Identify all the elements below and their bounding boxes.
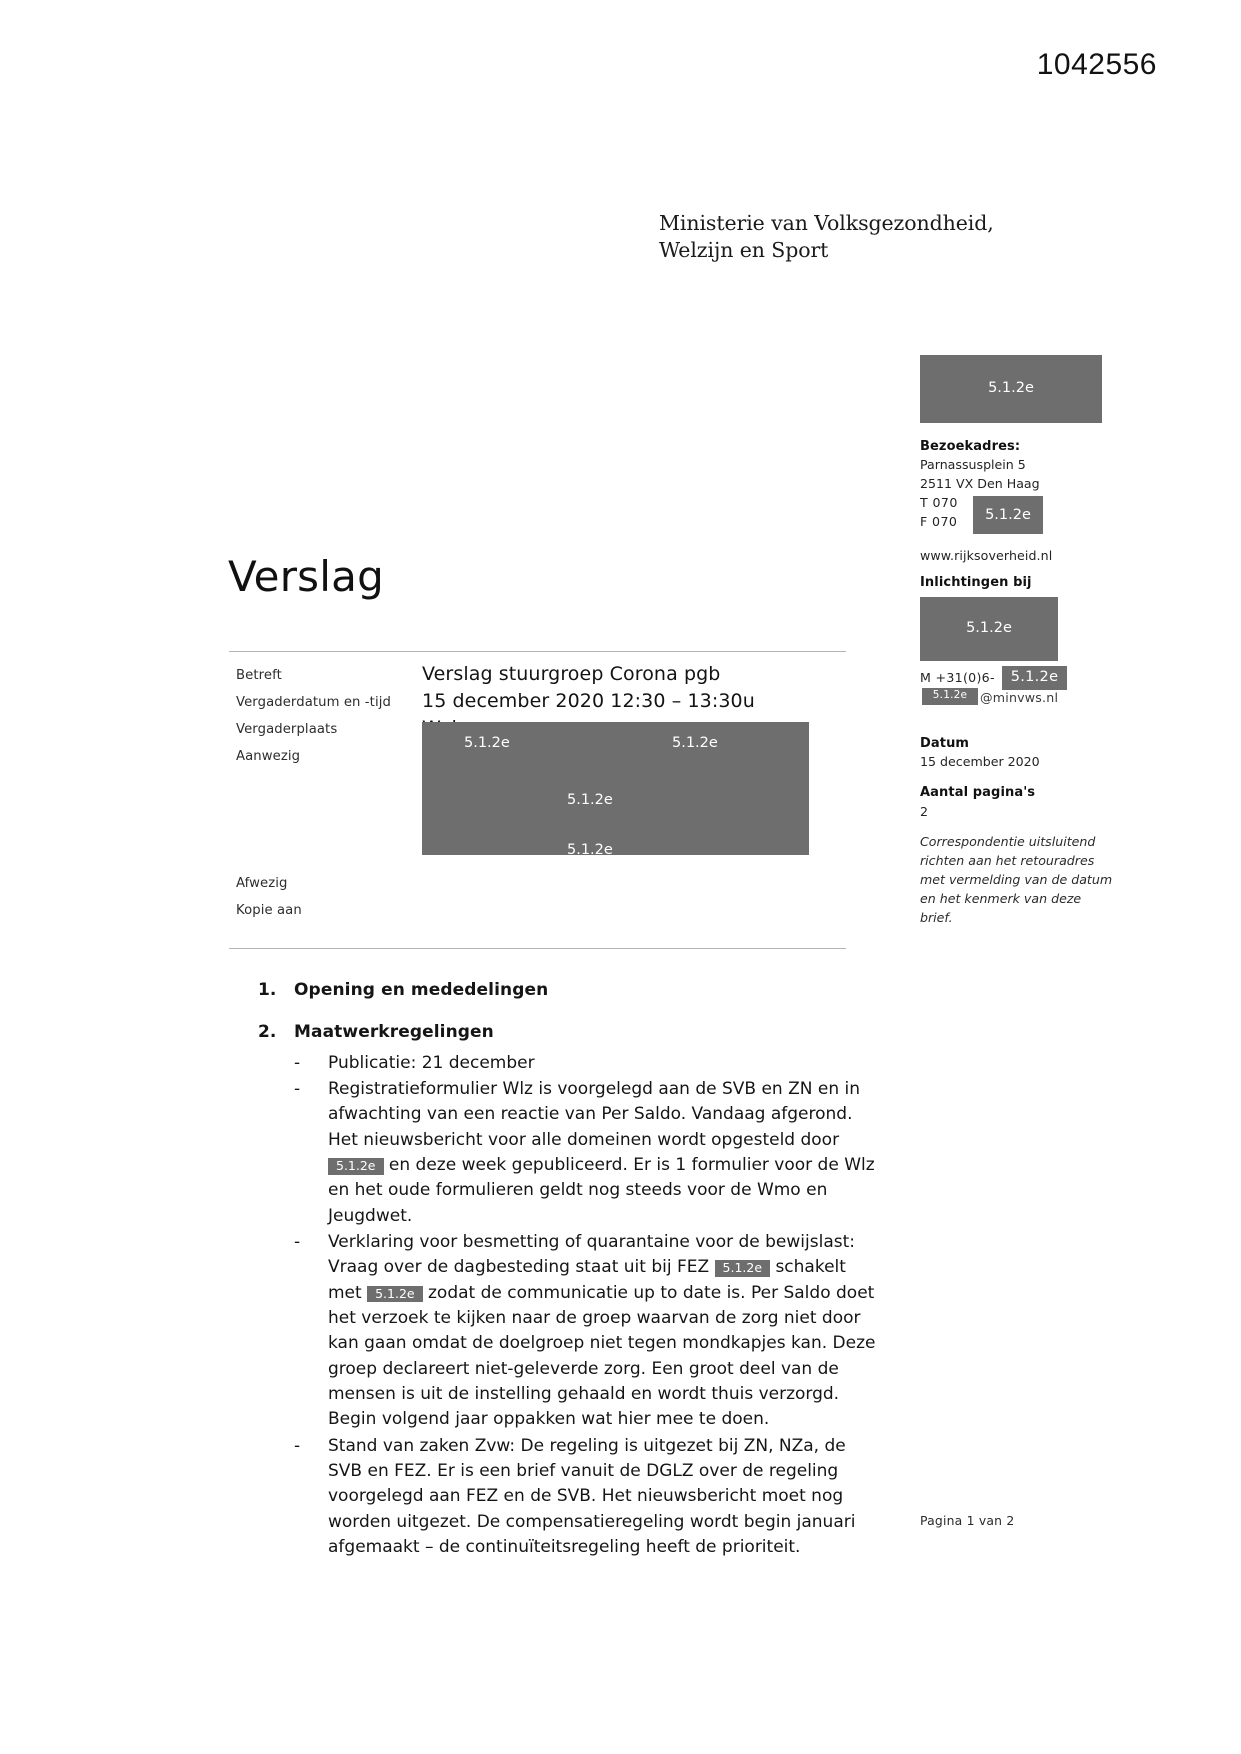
redaction-label-aanwezig: 5.1.2e [567, 842, 613, 858]
meta-label: Afwezig [236, 876, 288, 891]
mobile-phone-row [920, 669, 1115, 689]
section-number: 1. [258, 980, 277, 1000]
email-row [920, 689, 1115, 708]
bullet-text: Stand van zaken Zvw: De regeling is uitgezet bij ZN, NZa, de SVB en FEZ. Er is een brief vanuit de DGLZ over de regeling voorgelegd aan FEZ en de SVB. Het nieuwsbericht moet nog worden uitgezet. De compensatieregeling wordt begin januari afgemaakt – de continuïteitsregeling heeft de prioriteit. [328, 1435, 856, 1557]
pages-value: 2 [920, 803, 929, 819]
redaction-box-sidebar-top: 5.1.2e [920, 355, 1102, 423]
bullet-item [294, 1230, 878, 1433]
meta-row [236, 873, 856, 900]
meta-label: Vergaderplaats [236, 722, 338, 737]
meta-label: Vergaderdatum en -tijd [236, 695, 391, 710]
fax-label: F 070 [920, 514, 958, 530]
document-number: 1042556 [1036, 48, 1157, 81]
visit-address-city: 2511 VX Den Haag [920, 475, 1040, 491]
meta-row [236, 665, 856, 692]
meta-label: Betreft [236, 668, 282, 683]
redaction-inline: 5.1.2e [328, 1158, 384, 1175]
divider-top [229, 651, 846, 652]
body-section [258, 978, 878, 1003]
redaction-box-mobile: 5.1.2e [1002, 666, 1067, 690]
meta-value: Verslag stuurgroep Corona pgb [422, 663, 721, 685]
spacer-5 [920, 821, 1115, 833]
visit-address-street: Parnassusplein 5 [920, 457, 1026, 473]
mobile-label: M +31(0)6- [920, 669, 995, 685]
date-heading: Datum [920, 735, 970, 751]
correspondence-note: Correspondentie uitsluitend richten aan het retouradres met vermelding van de datum en het kenmerk van deze brief. [920, 834, 1113, 925]
body-content [258, 978, 878, 1577]
redaction-label-aanwezig: 5.1.2e [464, 735, 510, 751]
redaction-inline: 5.1.2e [367, 1286, 423, 1303]
pages-heading: Aantal pagina's [920, 785, 1036, 801]
bullet-dash: - [294, 1231, 301, 1252]
phone-label: T 070 [920, 495, 958, 511]
redaction-inline: 5.1.2e [715, 1260, 771, 1277]
section-title: Maatwerkregelingen [294, 1022, 494, 1043]
bullet-dash: - [294, 1435, 301, 1456]
section-number: 2. [258, 1022, 277, 1043]
bullet-text: Verklaring voor besmetting of quarantaine voor de bewijslast: Vraag over de dagbesteding staat uit bij FEZ 5.1.2e schakelt met 5.1.2e zodat de communicatie up to date is. Per Saldo doet het verzoek te kijken naar de groep waarvan de zorg niet door kan gaan omdat de doelgroep niet tegen mondkapjes kan. Deze groep declareert niet-geleverde zorg. Een groot deel van de mensen is uit de instelling gehaald en wordt thuis verzorgd. Begin volgend jaar oppakken wat hier mee te doen. [328, 1231, 876, 1430]
meta-value: 15 december 2020 12:30 – 13:30u [422, 690, 755, 712]
date-value: 15 december 2020 [920, 753, 1040, 769]
divider-bottom [229, 948, 846, 949]
redaction-box-email: 5.1.2e [922, 688, 978, 705]
section-title: Opening en mededelingen [294, 980, 549, 1000]
bullet-text: Registratieformulier Wlz is voorgelegd aan de SVB en ZN en in afwachting van een reactie van Per Saldo. Vandaag afgerond. Het nieuwsbericht voor alle domeinen wordt opgesteld door 5.1.2e en deze week gepubliceerd. Er is 1 formulier voor de Wlz en het oude formulieren geldt nog steeds voor de Wmo en Jeugdwet. [328, 1078, 875, 1226]
redaction-label-aanwezig: 5.1.2e [567, 792, 613, 808]
meta-row [236, 692, 856, 719]
meta-label: Aanwezig [236, 749, 301, 764]
redaction-label-aanwezig: 5.1.2e [672, 735, 718, 751]
meta-row [236, 900, 856, 927]
spacer-4 [920, 771, 1115, 783]
ministry-line-1: Ministerie van Volksgezondheid, [659, 211, 994, 235]
website-url: www.rijksoverheid.nl [920, 547, 1053, 563]
bullet-dash: - [294, 1052, 301, 1073]
redaction-box-aanwezig [422, 722, 809, 858]
page-footer: Pagina 1 van 2 [920, 1513, 1015, 1528]
bullet-list [294, 1051, 878, 1561]
spacer-2 [920, 565, 1115, 573]
meta-label: Kopie aan [236, 903, 302, 918]
bullet-item [294, 1051, 878, 1076]
sidebar-address-block [920, 355, 1115, 928]
phone-fax-group [920, 494, 1115, 531]
ministry-line-2: Welzijn en Sport [659, 238, 829, 263]
visit-address-heading: Bezoekadres: [920, 439, 1021, 454]
page-title: Verslag [228, 552, 384, 601]
redaction-box-phone-fax: 5.1.2e [973, 496, 1043, 534]
bullet-item [294, 1077, 878, 1229]
redaction-box-inlichtingen: 5.1.2e [920, 597, 1058, 661]
ministry-logo-text [659, 210, 994, 264]
bullet-item [294, 1434, 878, 1561]
email-domain: @minvws.nl [980, 689, 1059, 705]
bullet-dash: - [294, 1078, 301, 1099]
body-section [258, 1020, 878, 1560]
inlichtingen-heading: Inlichtingen bij [920, 575, 1032, 591]
spacer-3 [920, 708, 1115, 734]
bullet-text: Publicatie: 21 december [328, 1052, 535, 1073]
